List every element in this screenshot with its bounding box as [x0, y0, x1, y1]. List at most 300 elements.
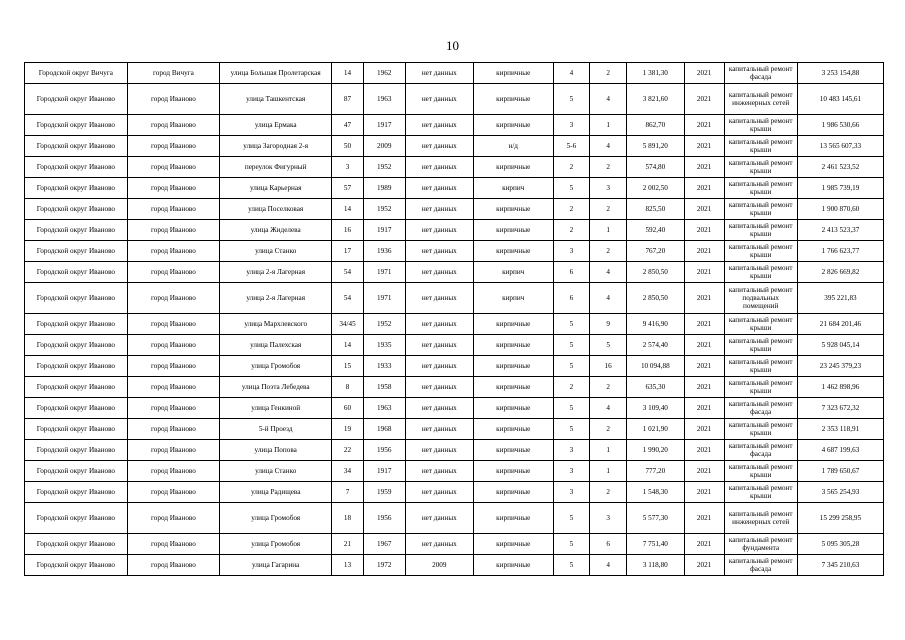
cell-wall-material: кирпичные — [473, 220, 553, 241]
cell-reconstruction-year: 2009 — [405, 555, 473, 576]
cell-repair-year: 2021 — [684, 63, 724, 84]
cell-house-number: 3 — [332, 157, 363, 178]
cell-area: 1 548,30 — [626, 482, 684, 503]
cell-cost: 2 353 118,91 — [797, 419, 883, 440]
table-row — [25, 377, 884, 398]
table-row — [25, 356, 884, 377]
cell-work-type: капитальный ремонт крыши — [724, 241, 797, 262]
cell-floors: 5 — [553, 534, 590, 555]
cell-area: 2 002,50 — [626, 178, 684, 199]
cell-entrances: 4 — [590, 283, 627, 314]
cell-municipality: Городской округ Иваново — [25, 262, 128, 283]
cell-reconstruction-year: нет данных — [405, 377, 473, 398]
cell-floors: 2 — [553, 199, 590, 220]
cell-house-number: 34 — [332, 461, 363, 482]
cell-cost: 2 413 523,37 — [797, 220, 883, 241]
cell-area: 1 021,90 — [626, 419, 684, 440]
cell-reconstruction-year: нет данных — [405, 178, 473, 199]
cell-repair-year: 2021 — [684, 283, 724, 314]
cell-entrances: 2 — [590, 241, 627, 262]
cell-municipality: Городской округ Иваново — [25, 440, 128, 461]
cell-settlement: город Иваново — [127, 115, 219, 136]
table-body — [25, 63, 884, 576]
cell-entrances: 5 — [590, 335, 627, 356]
cell-house-number: 50 — [332, 136, 363, 157]
table-row — [25, 84, 884, 115]
cell-street: улица Ташкентская — [220, 84, 332, 115]
cell-floors: 5 — [553, 419, 590, 440]
cell-street: 5-й Проезд — [220, 419, 332, 440]
cell-work-type: капитальный ремонт фасада — [724, 63, 797, 84]
cell-house-number: 18 — [332, 503, 363, 534]
cell-street: переулок Фигурный — [220, 157, 332, 178]
cell-settlement: город Иваново — [127, 534, 219, 555]
cell-area: 574,80 — [626, 157, 684, 178]
cell-work-type: капитальный ремонт фасада — [724, 398, 797, 419]
cell-reconstruction-year: нет данных — [405, 534, 473, 555]
cell-street: улица Поселковая — [220, 199, 332, 220]
cell-entrances: 4 — [590, 398, 627, 419]
cell-wall-material: кирпичные — [473, 335, 553, 356]
cell-wall-material: кирпичные — [473, 157, 553, 178]
table-row — [25, 534, 884, 555]
cell-reconstruction-year: нет данных — [405, 503, 473, 534]
cell-municipality: Городской округ Иваново — [25, 482, 128, 503]
cell-repair-year: 2021 — [684, 335, 724, 356]
cell-street: улица Палехская — [220, 335, 332, 356]
cell-entrances: 2 — [590, 482, 627, 503]
cell-build-year: 1971 — [363, 283, 405, 314]
housing-repair-table — [24, 62, 884, 576]
cell-municipality: Городской округ Иваново — [25, 283, 128, 314]
cell-house-number: 14 — [332, 199, 363, 220]
cell-municipality: Городской округ Иваново — [25, 461, 128, 482]
cell-entrances: 2 — [590, 377, 627, 398]
cell-house-number: 15 — [332, 356, 363, 377]
cell-build-year: 1989 — [363, 178, 405, 199]
cell-cost: 5 928 045,14 — [797, 335, 883, 356]
cell-house-number: 57 — [332, 178, 363, 199]
cell-cost: 4 687 199,63 — [797, 440, 883, 461]
cell-entrances: 4 — [590, 262, 627, 283]
cell-cost: 1 986 530,66 — [797, 115, 883, 136]
cell-wall-material: кирпичные — [473, 84, 553, 115]
cell-house-number: 14 — [332, 335, 363, 356]
cell-repair-year: 2021 — [684, 419, 724, 440]
cell-build-year: 1917 — [363, 220, 405, 241]
cell-build-year: 1959 — [363, 482, 405, 503]
cell-area: 2 850,50 — [626, 262, 684, 283]
cell-cost: 21 684 201,46 — [797, 314, 883, 335]
cell-cost: 395 221,83 — [797, 283, 883, 314]
table-row — [25, 419, 884, 440]
table-row — [25, 398, 884, 419]
cell-house-number: 54 — [332, 283, 363, 314]
cell-floors: 5 — [553, 398, 590, 419]
cell-area: 10 094,88 — [626, 356, 684, 377]
cell-floors: 2 — [553, 377, 590, 398]
table-row — [25, 63, 884, 84]
cell-house-number: 19 — [332, 419, 363, 440]
cell-build-year: 1917 — [363, 115, 405, 136]
cell-municipality: Городской округ Иваново — [25, 157, 128, 178]
cell-cost: 1 766 623,77 — [797, 241, 883, 262]
cell-entrances: 4 — [590, 84, 627, 115]
cell-area: 592,40 — [626, 220, 684, 241]
cell-build-year: 1917 — [363, 461, 405, 482]
cell-area: 1 381,30 — [626, 63, 684, 84]
cell-cost: 5 095 305,28 — [797, 534, 883, 555]
cell-reconstruction-year: нет данных — [405, 440, 473, 461]
cell-street: улица Радищева — [220, 482, 332, 503]
cell-build-year: 1935 — [363, 335, 405, 356]
cell-municipality: Городской округ Иваново — [25, 136, 128, 157]
cell-settlement: город Иваново — [127, 398, 219, 419]
cell-municipality: Городской округ Иваново — [25, 555, 128, 576]
cell-work-type: капитальный ремонт инженерных сетей — [724, 84, 797, 115]
cell-municipality: Городской округ Вичуга — [25, 63, 128, 84]
cell-street: улица Поэта Лебедева — [220, 377, 332, 398]
cell-work-type: капитальный ремонт крыши — [724, 335, 797, 356]
cell-wall-material: кирпич — [473, 178, 553, 199]
cell-wall-material: кирпичные — [473, 440, 553, 461]
cell-settlement: город Иваново — [127, 220, 219, 241]
cell-floors: 3 — [553, 440, 590, 461]
cell-settlement: город Вичуга — [127, 63, 219, 84]
cell-build-year: 2009 — [363, 136, 405, 157]
cell-floors: 5 — [553, 503, 590, 534]
cell-build-year: 1967 — [363, 534, 405, 555]
cell-municipality: Городской округ Иваново — [25, 534, 128, 555]
table-row — [25, 220, 884, 241]
cell-wall-material: кирпичные — [473, 314, 553, 335]
cell-house-number: 13 — [332, 555, 363, 576]
cell-work-type: капитальный ремонт крыши — [724, 461, 797, 482]
cell-municipality: Городской округ Иваново — [25, 503, 128, 534]
cell-cost: 1 985 739,19 — [797, 178, 883, 199]
cell-work-type: капитальный ремонт крыши — [724, 377, 797, 398]
cell-entrances: 1 — [590, 461, 627, 482]
cell-settlement: город Иваново — [127, 314, 219, 335]
cell-settlement: город Иваново — [127, 283, 219, 314]
cell-repair-year: 2021 — [684, 356, 724, 377]
cell-area: 3 118,80 — [626, 555, 684, 576]
cell-street: улица Попова — [220, 440, 332, 461]
cell-cost: 1 900 870,60 — [797, 199, 883, 220]
cell-reconstruction-year: нет данных — [405, 461, 473, 482]
cell-settlement: город Иваново — [127, 84, 219, 115]
cell-reconstruction-year: нет данных — [405, 63, 473, 84]
cell-wall-material: н/д — [473, 136, 553, 157]
cell-work-type: капитальный ремонт крыши — [724, 178, 797, 199]
cell-repair-year: 2021 — [684, 482, 724, 503]
table-row — [25, 241, 884, 262]
cell-work-type: капитальный ремонт крыши — [724, 136, 797, 157]
cell-work-type: капитальный ремонт инженерных сетей — [724, 503, 797, 534]
cell-repair-year: 2021 — [684, 377, 724, 398]
cell-municipality: Городской округ Иваново — [25, 84, 128, 115]
cell-floors: 3 — [553, 115, 590, 136]
cell-street: улица Громобоя — [220, 356, 332, 377]
cell-wall-material: кирпичные — [473, 419, 553, 440]
cell-area: 2 850,50 — [626, 283, 684, 314]
cell-area: 1 990,20 — [626, 440, 684, 461]
cell-floors: 4 — [553, 63, 590, 84]
cell-street: улица Громобоя — [220, 503, 332, 534]
cell-entrances: 1 — [590, 220, 627, 241]
cell-house-number: 17 — [332, 241, 363, 262]
cell-cost: 10 483 145,61 — [797, 84, 883, 115]
table-row — [25, 503, 884, 534]
cell-floors: 5-6 — [553, 136, 590, 157]
cell-street: улица Карьерная — [220, 178, 332, 199]
cell-work-type: капитальный ремонт фасада — [724, 555, 797, 576]
cell-house-number: 87 — [332, 84, 363, 115]
cell-work-type: капитальный ремонт крыши — [724, 262, 797, 283]
cell-settlement: город Иваново — [127, 262, 219, 283]
cell-area: 777,20 — [626, 461, 684, 482]
cell-reconstruction-year: нет данных — [405, 335, 473, 356]
cell-entrances: 9 — [590, 314, 627, 335]
cell-municipality: Городской округ Иваново — [25, 178, 128, 199]
cell-reconstruction-year: нет данных — [405, 314, 473, 335]
cell-area: 2 574,40 — [626, 335, 684, 356]
cell-area: 7 751,40 — [626, 534, 684, 555]
cell-work-type: капитальный ремонт фасада — [724, 440, 797, 461]
cell-cost: 23 245 379,23 — [797, 356, 883, 377]
cell-wall-material: кирпичные — [473, 199, 553, 220]
cell-municipality: Городской округ Иваново — [25, 220, 128, 241]
cell-area: 9 416,90 — [626, 314, 684, 335]
cell-repair-year: 2021 — [684, 440, 724, 461]
cell-repair-year: 2021 — [684, 398, 724, 419]
cell-wall-material: кирпич — [473, 262, 553, 283]
cell-build-year: 1952 — [363, 157, 405, 178]
cell-area: 635,30 — [626, 377, 684, 398]
cell-house-number: 54 — [332, 262, 363, 283]
cell-municipality: Городской округ Иваново — [25, 398, 128, 419]
cell-repair-year: 2021 — [684, 241, 724, 262]
cell-house-number: 8 — [332, 377, 363, 398]
cell-cost: 13 565 607,33 — [797, 136, 883, 157]
cell-reconstruction-year: нет данных — [405, 199, 473, 220]
cell-municipality: Городской округ Иваново — [25, 335, 128, 356]
cell-work-type: капитальный ремонт крыши — [724, 115, 797, 136]
table-row — [25, 178, 884, 199]
table-row — [25, 461, 884, 482]
cell-repair-year: 2021 — [684, 461, 724, 482]
cell-floors: 5 — [553, 178, 590, 199]
cell-municipality: Городской округ Иваново — [25, 356, 128, 377]
cell-entrances: 2 — [590, 157, 627, 178]
table-row — [25, 136, 884, 157]
cell-work-type: капитальный ремонт фундамента — [724, 534, 797, 555]
table-row — [25, 199, 884, 220]
cell-work-type: капитальный ремонт крыши — [724, 314, 797, 335]
cell-build-year: 1968 — [363, 419, 405, 440]
cell-build-year: 1956 — [363, 503, 405, 534]
cell-floors: 5 — [553, 335, 590, 356]
cell-street: улица Генкиной — [220, 398, 332, 419]
cell-wall-material: кирпичные — [473, 503, 553, 534]
cell-area: 3 821,60 — [626, 84, 684, 115]
cell-floors: 3 — [553, 241, 590, 262]
cell-repair-year: 2021 — [684, 220, 724, 241]
cell-work-type: капитальный ремонт подвальных помещений — [724, 283, 797, 314]
cell-build-year: 1952 — [363, 314, 405, 335]
cell-wall-material: кирпичные — [473, 555, 553, 576]
cell-reconstruction-year: нет данных — [405, 356, 473, 377]
cell-floors: 6 — [553, 283, 590, 314]
cell-reconstruction-year: нет данных — [405, 262, 473, 283]
cell-settlement: город Иваново — [127, 555, 219, 576]
cell-cost: 7 323 672,32 — [797, 398, 883, 419]
cell-cost: 7 345 210,63 — [797, 555, 883, 576]
cell-house-number: 16 — [332, 220, 363, 241]
cell-reconstruction-year: нет данных — [405, 283, 473, 314]
table-row — [25, 555, 884, 576]
cell-floors: 2 — [553, 220, 590, 241]
cell-settlement: город Иваново — [127, 503, 219, 534]
cell-settlement: город Иваново — [127, 241, 219, 262]
table-row — [25, 440, 884, 461]
cell-work-type: капитальный ремонт крыши — [724, 157, 797, 178]
cell-street: улица Станко — [220, 461, 332, 482]
cell-floors: 3 — [553, 482, 590, 503]
cell-repair-year: 2021 — [684, 534, 724, 555]
cell-repair-year: 2021 — [684, 178, 724, 199]
cell-work-type: капитальный ремонт крыши — [724, 220, 797, 241]
cell-house-number: 60 — [332, 398, 363, 419]
cell-cost: 3 253 154,88 — [797, 63, 883, 84]
table-row — [25, 335, 884, 356]
cell-house-number: 21 — [332, 534, 363, 555]
cell-reconstruction-year: нет данных — [405, 136, 473, 157]
cell-build-year: 1952 — [363, 199, 405, 220]
cell-work-type: капитальный ремонт крыши — [724, 199, 797, 220]
cell-entrances: 2 — [590, 199, 627, 220]
cell-floors: 5 — [553, 356, 590, 377]
cell-street: улица Загородная 2-я — [220, 136, 332, 157]
cell-municipality: Городской округ Иваново — [25, 419, 128, 440]
cell-municipality: Городской округ Иваново — [25, 115, 128, 136]
cell-municipality: Городской округ Иваново — [25, 199, 128, 220]
cell-wall-material: кирпичные — [473, 241, 553, 262]
table-row — [25, 314, 884, 335]
cell-area: 5 577,30 — [626, 503, 684, 534]
page-number: 10 — [446, 38, 459, 53]
cell-street: улица Жиделева — [220, 220, 332, 241]
cell-repair-year: 2021 — [684, 136, 724, 157]
cell-floors: 6 — [553, 262, 590, 283]
cell-floors: 3 — [553, 461, 590, 482]
cell-area: 767,20 — [626, 241, 684, 262]
cell-repair-year: 2021 — [684, 503, 724, 534]
cell-wall-material: кирпичные — [473, 534, 553, 555]
cell-street: улица Ермака — [220, 115, 332, 136]
cell-floors: 2 — [553, 157, 590, 178]
table-row — [25, 157, 884, 178]
cell-area: 862,70 — [626, 115, 684, 136]
cell-area: 825,50 — [626, 199, 684, 220]
cell-street: улица 2-я Лагерная — [220, 262, 332, 283]
cell-reconstruction-year: нет данных — [405, 241, 473, 262]
cell-street: улица Большая Пролетарская — [220, 63, 332, 84]
cell-entrances: 1 — [590, 115, 627, 136]
cell-reconstruction-year: нет данных — [405, 482, 473, 503]
cell-house-number: 22 — [332, 440, 363, 461]
cell-street: улица Громобоя — [220, 534, 332, 555]
cell-settlement: город Иваново — [127, 377, 219, 398]
cell-settlement: город Иваново — [127, 199, 219, 220]
cell-street: улица 2-я Лагерная — [220, 283, 332, 314]
cell-floors: 5 — [553, 84, 590, 115]
cell-street: улица Гагарина — [220, 555, 332, 576]
cell-street: улица Станко — [220, 241, 332, 262]
cell-entrances: 4 — [590, 555, 627, 576]
cell-settlement: город Иваново — [127, 440, 219, 461]
cell-settlement: город Иваново — [127, 482, 219, 503]
cell-work-type: капитальный ремонт крыши — [724, 482, 797, 503]
cell-cost: 2 826 669,82 — [797, 262, 883, 283]
cell-settlement: город Иваново — [127, 419, 219, 440]
cell-entrances: 2 — [590, 419, 627, 440]
table-row — [25, 262, 884, 283]
cell-municipality: Городской округ Иваново — [25, 377, 128, 398]
cell-wall-material: кирпичные — [473, 63, 553, 84]
cell-build-year: 1972 — [363, 555, 405, 576]
cell-settlement: город Иваново — [127, 178, 219, 199]
table-row — [25, 283, 884, 314]
cell-wall-material: кирпичные — [473, 377, 553, 398]
cell-wall-material: кирпич — [473, 283, 553, 314]
cell-repair-year: 2021 — [684, 262, 724, 283]
cell-wall-material: кирпичные — [473, 356, 553, 377]
cell-entrances: 2 — [590, 63, 627, 84]
cell-repair-year: 2021 — [684, 314, 724, 335]
cell-wall-material: кирпичные — [473, 115, 553, 136]
cell-house-number: 7 — [332, 482, 363, 503]
cell-street: улица Мархлевского — [220, 314, 332, 335]
cell-build-year: 1963 — [363, 84, 405, 115]
cell-cost: 3 565 254,93 — [797, 482, 883, 503]
cell-reconstruction-year: нет данных — [405, 419, 473, 440]
cell-entrances: 16 — [590, 356, 627, 377]
cell-entrances: 6 — [590, 534, 627, 555]
cell-reconstruction-year: нет данных — [405, 398, 473, 419]
cell-repair-year: 2021 — [684, 199, 724, 220]
cell-municipality: Городской округ Иваново — [25, 241, 128, 262]
cell-reconstruction-year: нет данных — [405, 115, 473, 136]
cell-house-number: 34/45 — [332, 314, 363, 335]
cell-build-year: 1963 — [363, 398, 405, 419]
cell-entrances: 3 — [590, 178, 627, 199]
cell-entrances: 1 — [590, 440, 627, 461]
cell-repair-year: 2021 — [684, 115, 724, 136]
cell-build-year: 1956 — [363, 440, 405, 461]
cell-repair-year: 2021 — [684, 555, 724, 576]
cell-wall-material: кирпичные — [473, 398, 553, 419]
cell-area: 3 109,40 — [626, 398, 684, 419]
cell-settlement: город Иваново — [127, 461, 219, 482]
cell-build-year: 1936 — [363, 241, 405, 262]
cell-reconstruction-year: нет данных — [405, 157, 473, 178]
cell-cost: 1 789 650,67 — [797, 461, 883, 482]
cell-repair-year: 2021 — [684, 84, 724, 115]
cell-cost: 15 299 258,95 — [797, 503, 883, 534]
cell-house-number: 14 — [332, 63, 363, 84]
cell-work-type: капитальный ремонт крыши — [724, 356, 797, 377]
